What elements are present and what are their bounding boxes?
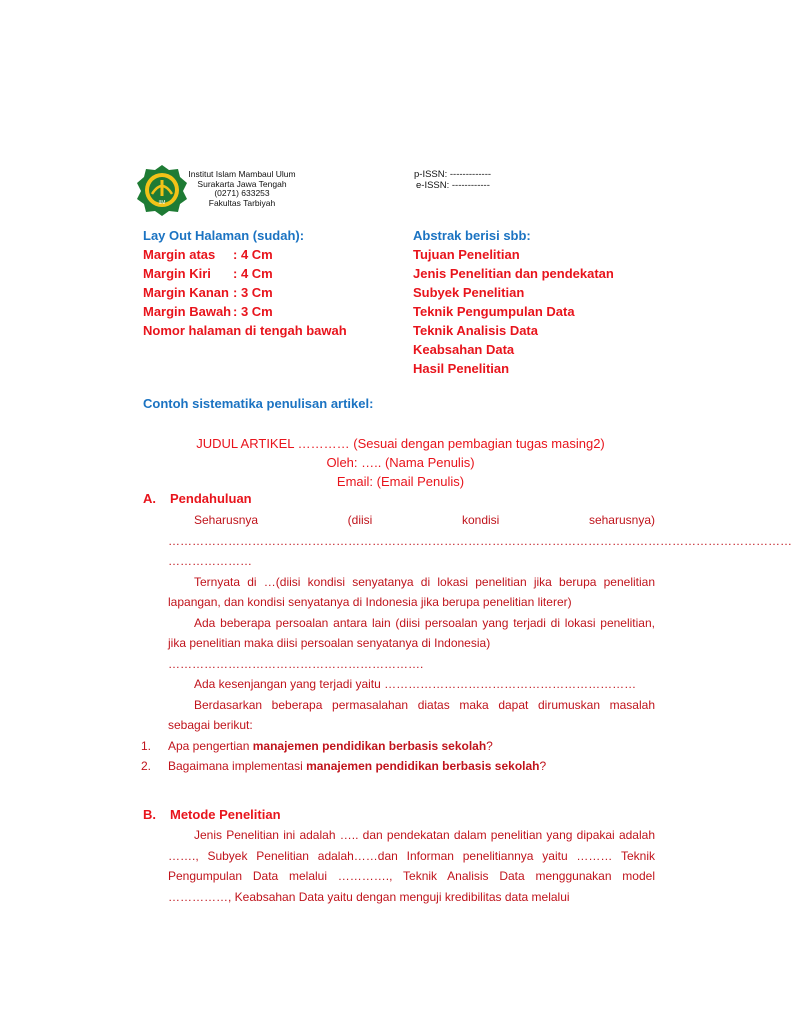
section-title: Metode Penelitian xyxy=(170,807,281,822)
paragraph: Jenis Penelitian ini adalah ….. dan pendekatan dalam penelitian yang dipakai adalah ……., Subyek Penelitian adalah……dan Informan penelitiannya yaitu ……… Teknik Pengumpulan Data melalui …………., Teknik Analisis Data menggunakan model ……………, Keabsahan Data yaitu dengan menguji kredibilitas data melalui xyxy=(168,828,655,904)
issn-block xyxy=(414,170,491,191)
word: Seharusnya xyxy=(194,513,259,527)
question-post: ? xyxy=(486,738,493,753)
institution-line: Fakultas Tarbiyah xyxy=(208,197,276,208)
layout-value: : 4 Cm xyxy=(233,247,273,262)
question-item xyxy=(141,736,655,757)
section-b-heading xyxy=(143,807,281,822)
abstract-item: Tujuan Penelitian xyxy=(413,247,520,262)
institution-block xyxy=(186,170,298,208)
layout-value: : 3 Cm xyxy=(233,304,273,319)
institution-logo-icon xyxy=(136,164,188,216)
question-pre: Bagaimana implementasi xyxy=(168,759,307,773)
abstract-item: Teknik Pengumpulan Data xyxy=(413,304,575,319)
section-number: A. xyxy=(143,491,156,506)
institution-line: Surakarta Jawa Tengah xyxy=(197,178,287,189)
institution-line: Institut Islam Mambaul Ulum xyxy=(188,169,296,179)
page-number-note: Nomor halaman di tengah bawah xyxy=(143,323,347,338)
layout-key: Margin Bawah xyxy=(143,304,232,319)
layout-item xyxy=(143,283,403,302)
layout-value: : 4 Cm xyxy=(233,266,273,281)
p-issn: p-ISSN: ------------- xyxy=(414,169,492,180)
logo-text: IIM xyxy=(158,200,166,206)
layout-key: Margin Kiri xyxy=(143,266,211,281)
article-email: Email: (Email Penulis) xyxy=(336,474,465,489)
word: (diisi xyxy=(347,513,373,527)
section-a-body xyxy=(141,510,792,777)
word: kondisi xyxy=(461,513,500,527)
section-b-body xyxy=(168,825,655,907)
abstract-item: Keabsahan Data xyxy=(413,342,515,357)
contoh-heading: Contoh sistematika penulisan artikel: xyxy=(143,396,374,411)
question-bold: manajemen pendidikan berbasis sekolah xyxy=(252,738,487,753)
layout-heading: Lay Out Halaman (sudah): xyxy=(143,228,305,243)
article-title: JUDUL ARTIKEL ………… (Sesuai dengan pembagian tugas masing2) xyxy=(196,436,605,451)
dotted-line: ………………… xyxy=(168,554,252,568)
layout-item xyxy=(143,264,403,283)
word: seharusnya) xyxy=(588,513,655,527)
layout-key: Margin Kanan xyxy=(143,285,229,300)
question-pre: Apa pengertian xyxy=(168,738,253,753)
abstract-item: Hasil Penelitian xyxy=(413,361,510,376)
question-number: 1. xyxy=(141,738,152,753)
institution-line: (0271) 633253 xyxy=(214,188,270,199)
paragraph: Ada kesenjangan yang terjadi yaitu ……………………………………………………… xyxy=(194,677,637,691)
layout-key: Margin atas xyxy=(143,247,216,262)
question-text xyxy=(168,736,493,757)
paragraph: Berdasarkan beberapa permasalahan diatas maka dapat dirumuskan masalah sebagai berikut: xyxy=(168,697,655,732)
question-bold: manajemen pendidikan berbasis sekolah xyxy=(306,759,540,773)
layout-item xyxy=(143,302,403,321)
article-title-block xyxy=(143,434,658,491)
section-number: B. xyxy=(143,807,156,822)
abstract-heading: Abstrak berisi sbb: xyxy=(413,228,531,243)
section-title: Pendahuluan xyxy=(170,491,252,506)
e-issn: e-ISSN: ------------ xyxy=(416,179,490,191)
abstract-item: Jenis Penelitian dan pendekatan xyxy=(413,266,614,281)
dotted-line: ………………………………………………………. xyxy=(168,656,424,671)
layout-value: : 3 Cm xyxy=(233,285,273,300)
layout-column xyxy=(143,226,403,340)
question-number: 2. xyxy=(141,759,152,773)
question-post: ? xyxy=(539,759,547,773)
paragraph: Ada beberapa persoalan antara lain (diisi persoalan yang terjadi di lokasi penelitian, jika penelitian maka diisi persoalan senyatanya di Indonesia) xyxy=(168,615,655,650)
question-item xyxy=(141,756,655,777)
question-text xyxy=(168,756,546,777)
dotted-line: ………………………………………………………………………………………………………………………………………… xyxy=(168,533,792,548)
paragraph xyxy=(168,510,655,531)
paragraph: Ternyata di …(diisi kondisi senyatanya di lokasi penelitian jika berupa penelitian lapangan, dan kondisi senyatanya di Indonesia jika berupa penelitian literer) xyxy=(168,574,655,609)
abstract-column xyxy=(413,226,673,378)
section-a-heading xyxy=(143,491,252,506)
abstract-item: Teknik Analisis Data xyxy=(413,323,538,338)
layout-item xyxy=(143,245,403,264)
abstract-item: Subyek Penelitian xyxy=(413,285,525,300)
article-author: Oleh: ….. (Nama Penulis) xyxy=(326,455,475,470)
